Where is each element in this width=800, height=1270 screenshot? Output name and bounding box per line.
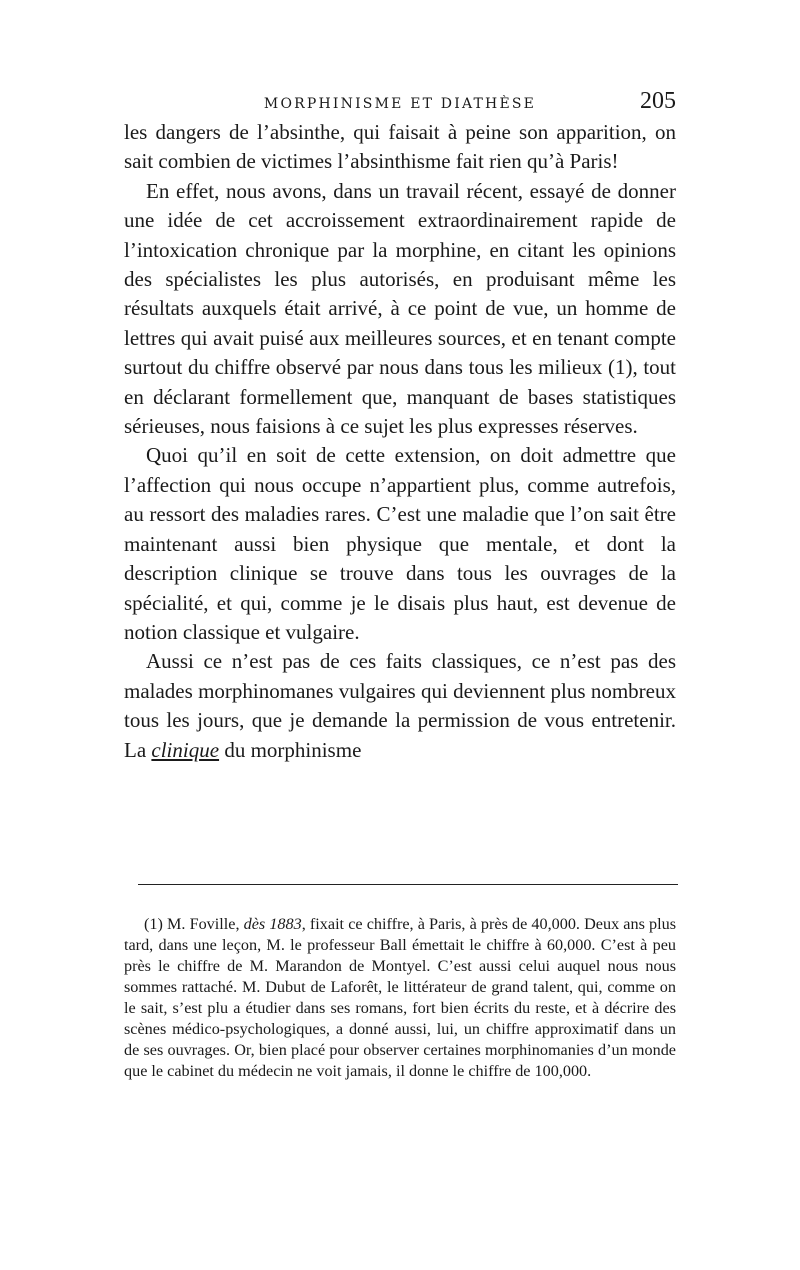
footnote	[124, 914, 676, 1082]
paragraph-4	[124, 647, 676, 765]
footnote-rule	[138, 884, 678, 885]
body-text	[124, 118, 676, 765]
emphasis-clinique: clinique	[151, 737, 220, 762]
running-head	[124, 88, 676, 118]
footnote-1	[124, 914, 676, 1082]
paragraph-1: les dangers de l’absinthe, qui faisait à peine son apparition, on sait combien de victimes l’absinthisme fait rien qu’à Paris!	[124, 120, 676, 174]
paragraph-3: Quoi qu’il en soit de cette extension, on doit admettre que l’affection qui nous occupe n’appartient plus, comme autrefois, au ressort des maladies rares. C’est une maladie que l’on sait être maintenant aussi bien physique que mentale, et dont la description clinique se trouve dans tous les ouvrages de la spécialité, et qui, comme je le disais plus haut, est devenue de notion classique et vulgaire.	[124, 443, 676, 644]
paragraph-2: En effet, nous avons, dans un travail récent, essayé de donner une idée de cet accroissement extraordinairement rapide de l’intoxication chronique par la morphine, en citant les opinions des spécialistes les plus autorisés, en produisant même les résultats auxquels était arrivé, à ce point de vue, un homme de lettres qui avait puisé aux meilleures sources, et en tenant compte surtout du chiffre observé par nous dans tous les milieux (1), tout en déclarant formellement que, manquant de bases statistiques sérieuses, nous faisions à ce sujet les plus expresses réserves.	[124, 178, 676, 439]
footnote-1-lead: (1) M. Foville,	[144, 915, 244, 933]
page-number: 205	[640, 88, 676, 114]
paragraph-4-tail: du morphinisme	[219, 737, 362, 762]
footnote-1-text: , fixait ce chiffre, à Paris, à près de 40,000. Deux ans plus tard, dans une leçon, M. le professeur Ball émettait le chiffre à 60,000. C’est à peu près le chiffre de M. Marandon de Montyel. C’est aussi celui auquel nous nous sommes rattaché. M. Dubut de Laforêt, le littérateur de grand talent, qui, comme on le sait, s’est plu a étudier dans ses romans, fort bien écrits du reste, et à décrire des scènes médico-psychologiques, a donné aussi, lui, un chiffre approximatif dans un de ses ouvrages. Or, bien placé pour observer certaines morphinomanies d’un monde que le cabinet du médecin ne voit jamais, il donne le chiffre de 100,000.	[124, 915, 676, 1080]
paragraph-4-text: Aussi ce n’est pas de ces faits classiques, ce n’est pas des malades morphinomanes vulgaires qui deviennent plus nombreux tous les jours, que je demande la permission de vous entretenir. La	[124, 649, 676, 762]
footnote-1-date: dès 1883	[243, 915, 302, 933]
running-title: MORPHINISME ET DIATHÈSE	[263, 96, 537, 112]
